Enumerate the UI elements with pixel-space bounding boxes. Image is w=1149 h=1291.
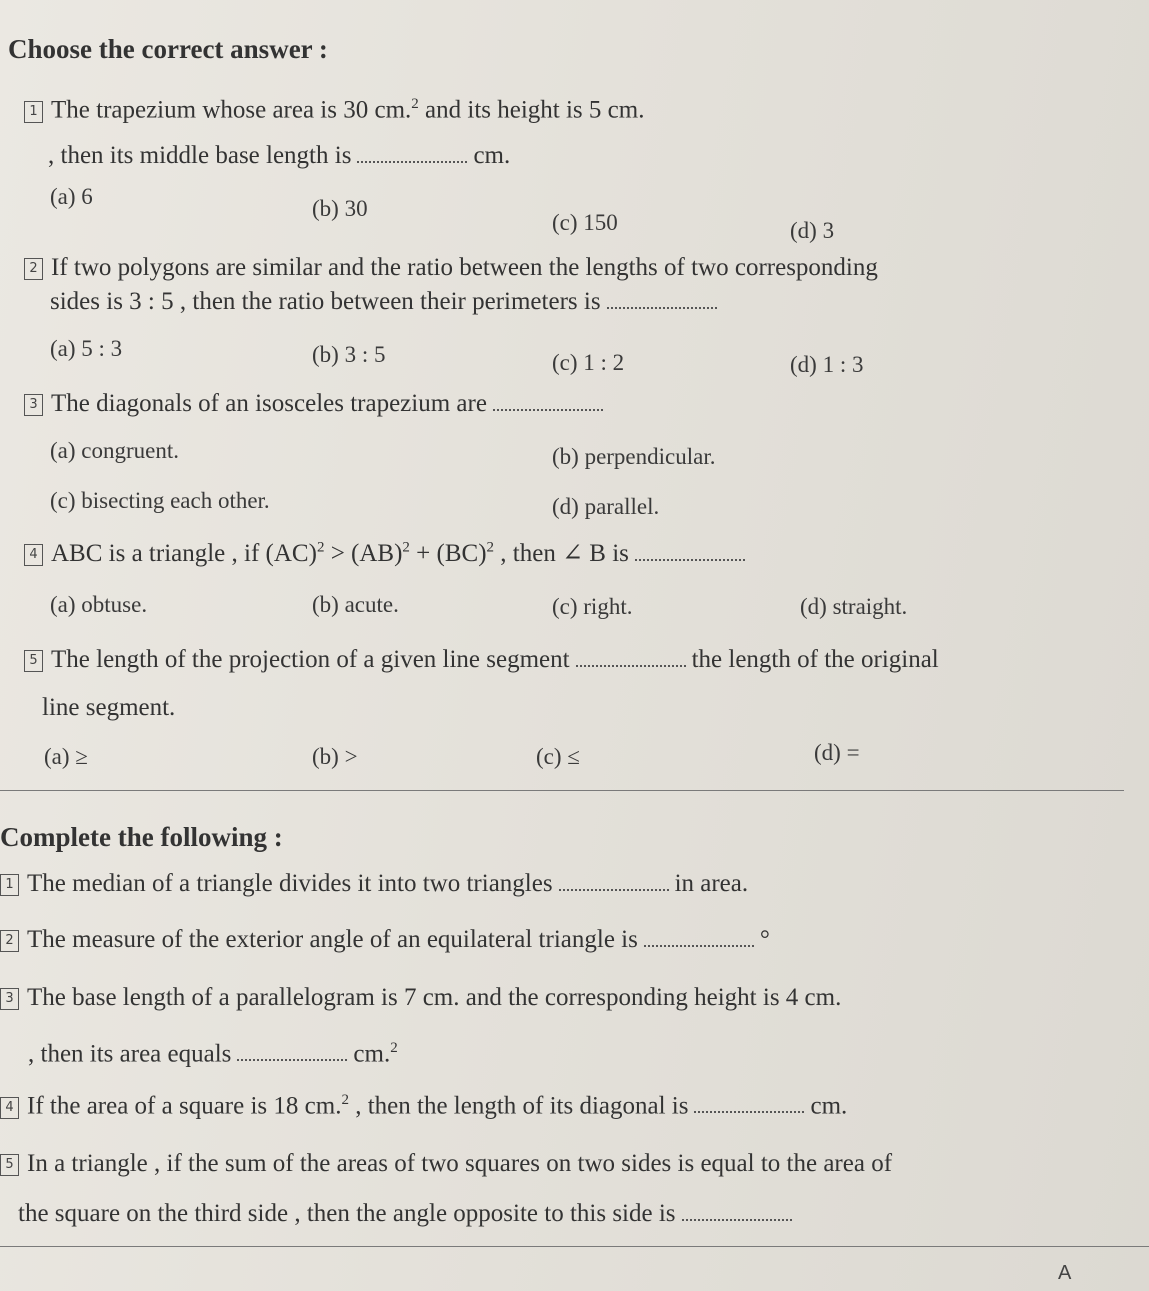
option-b[interactable]: (b) > bbox=[312, 744, 358, 769]
question-1-line-2 bbox=[48, 142, 510, 170]
answer-blank[interactable] bbox=[635, 545, 745, 561]
answer-blank[interactable] bbox=[237, 1045, 347, 1061]
question-3 bbox=[24, 390, 609, 418]
answer-blank[interactable] bbox=[682, 1205, 792, 1221]
option-b[interactable]: (b) 30 bbox=[312, 196, 368, 221]
option-b[interactable]: (b) acute. bbox=[312, 592, 399, 617]
question-text: The trapezium whose area is 30 cm. bbox=[51, 96, 412, 124]
question-text: If two polygons are similar and the ratio between the lengths of two corresponding bbox=[51, 254, 878, 281]
page-corner-letter: A bbox=[1058, 1262, 1072, 1284]
question-number: 5 bbox=[24, 650, 43, 672]
unit-text: cm. bbox=[473, 142, 511, 169]
answer-blank[interactable] bbox=[357, 147, 467, 163]
item-text: The measure of the exterior angle of an equilateral triangle is bbox=[27, 926, 638, 953]
option-d[interactable]: (d) 3 bbox=[790, 218, 835, 243]
section-heading-complete: Complete the following : bbox=[0, 822, 283, 852]
degree-sign: ° bbox=[759, 926, 770, 953]
question-4 bbox=[24, 538, 751, 568]
question-text: + (BC) bbox=[409, 540, 487, 567]
option-a[interactable]: (a) obtuse. bbox=[50, 592, 148, 617]
superscript: 2 bbox=[390, 1040, 398, 1056]
item-text: , then its area equals bbox=[28, 1040, 232, 1068]
superscript: 2 bbox=[402, 539, 410, 556]
item-number: 4 bbox=[0, 1097, 19, 1119]
question-text: , then ∠ B is bbox=[494, 540, 629, 567]
question-text: The length of the projection of a given line segment bbox=[51, 646, 570, 673]
question-number: 4 bbox=[24, 544, 43, 566]
question-5 bbox=[24, 646, 939, 674]
answer-blank[interactable] bbox=[559, 875, 669, 891]
item-text: The median of a triangle divides it into two triangles bbox=[27, 870, 553, 897]
answer-blank[interactable] bbox=[493, 395, 603, 411]
option-c[interactable]: (c) ≤ bbox=[536, 744, 580, 769]
item-text: the square on the third side , then the angle opposite to this side is bbox=[18, 1200, 676, 1227]
option-c[interactable]: (c) 150 bbox=[552, 210, 618, 235]
complete-item-5 bbox=[0, 1150, 892, 1178]
question-text: , then its middle base length is bbox=[48, 142, 352, 169]
item-text: In a triangle , if the sum of the areas of two squares on two sides is equal to the area of bbox=[27, 1150, 893, 1177]
option-a[interactable]: (a) ≥ bbox=[44, 744, 88, 769]
question-5-line-2: line segment. bbox=[42, 694, 176, 721]
superscript: 2 bbox=[316, 539, 325, 556]
option-a[interactable]: (a) 6 bbox=[50, 184, 93, 209]
complete-item-4 bbox=[0, 1092, 847, 1120]
question-text: The diagonals of an isosceles trapezium are bbox=[51, 390, 487, 417]
option-b[interactable]: (b) perpendicular. bbox=[552, 444, 716, 469]
question-text: > (AB) bbox=[324, 540, 403, 567]
option-d[interactable]: (d) = bbox=[814, 740, 860, 765]
complete-item-2 bbox=[0, 926, 770, 954]
unit-text: cm. bbox=[810, 1092, 848, 1120]
option-d[interactable]: (d) 1 : 3 bbox=[790, 352, 864, 377]
superscript: 2 bbox=[341, 1092, 349, 1108]
complete-item-3-line-2 bbox=[28, 1040, 398, 1068]
question-text: ABC is a triangle , if (AC) bbox=[51, 540, 317, 567]
bottom-divider bbox=[0, 1246, 1149, 1247]
option-a[interactable]: (a) 5 : 3 bbox=[50, 336, 123, 361]
complete-item-5-line-2 bbox=[18, 1200, 798, 1228]
answer-blank[interactable] bbox=[576, 651, 686, 667]
option-a[interactable]: (a) congruent. bbox=[50, 438, 179, 463]
complete-item-1 bbox=[0, 870, 748, 898]
section-heading-choose: Choose the correct answer : bbox=[8, 34, 328, 64]
question-2 bbox=[24, 254, 878, 282]
item-text: If the area of a square is 18 cm. bbox=[27, 1092, 342, 1120]
item-number: 5 bbox=[0, 1154, 19, 1176]
question-text-end: and its height is 5 cm. bbox=[418, 96, 645, 124]
option-d[interactable]: (d) straight. bbox=[800, 594, 908, 619]
answer-blank[interactable] bbox=[607, 293, 717, 309]
question-2-line-2 bbox=[50, 288, 723, 316]
answer-blank[interactable] bbox=[644, 931, 754, 947]
option-c[interactable]: (c) 1 : 2 bbox=[552, 350, 625, 375]
item-number: 3 bbox=[0, 988, 19, 1010]
section-divider bbox=[0, 790, 1124, 791]
question-number: 2 bbox=[24, 258, 43, 280]
option-c[interactable]: (c) bisecting each other. bbox=[50, 488, 270, 513]
complete-item-3 bbox=[0, 984, 841, 1012]
question-text: sides is 3 : 5 , then the ratio between their perimeters is bbox=[50, 288, 601, 315]
question-number: 3 bbox=[24, 394, 43, 416]
question-1 bbox=[24, 96, 644, 124]
superscript: 2 bbox=[486, 539, 495, 556]
option-d[interactable]: (d) parallel. bbox=[552, 494, 660, 519]
question-number: 1 bbox=[24, 101, 43, 123]
superscript: 2 bbox=[411, 96, 419, 112]
unit-text: cm. bbox=[353, 1040, 391, 1068]
item-number: 1 bbox=[0, 874, 19, 896]
option-c[interactable]: (c) right. bbox=[552, 594, 633, 619]
answer-blank[interactable] bbox=[694, 1097, 804, 1113]
item-number: 2 bbox=[0, 930, 19, 952]
question-text-end: the length of the original bbox=[691, 646, 939, 673]
item-text-end: in area. bbox=[674, 870, 749, 897]
item-text: The base length of a parallelogram is 7 cm. and the corresponding height is 4 cm. bbox=[27, 984, 842, 1011]
option-b[interactable]: (b) 3 : 5 bbox=[312, 342, 386, 367]
item-text: , then the length of its diagonal is bbox=[348, 1092, 689, 1120]
